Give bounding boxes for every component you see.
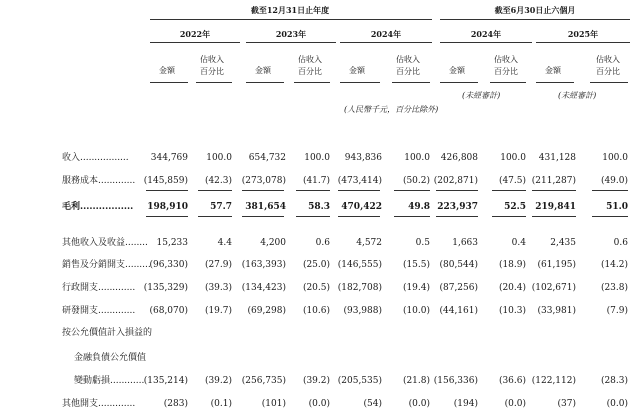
table-cell: (135,329) [143, 283, 188, 293]
table-cell: (0.0) [408, 399, 430, 409]
table-cell: (10.3) [498, 306, 526, 316]
subtotal-rule [492, 190, 526, 191]
table-cell: (54) [363, 399, 382, 409]
table-cell: (0.1) [210, 399, 232, 409]
unit-note: (人民幣千元，百分比除外) [344, 105, 439, 114]
amount-header: 金額 [449, 66, 465, 75]
subtotal-rule [532, 190, 576, 191]
subtotal-rule [198, 190, 232, 191]
table-cell: (20.4) [498, 283, 526, 293]
table-cell: (156,336) [433, 376, 478, 386]
unaudited-note: (未經審計) [558, 91, 597, 100]
table-cell: 426,808 [440, 153, 478, 163]
table-cell: (182,708) [337, 283, 382, 293]
amount-header: 金額 [159, 66, 175, 75]
table-cell: 0.6 [315, 238, 330, 248]
year-rule [536, 42, 630, 43]
subtotal-rule [592, 216, 628, 217]
table-cell: 219,841 [535, 202, 576, 212]
row-label-cost-of-services: 服務成本............. [62, 176, 136, 186]
subtotal-rule [296, 190, 330, 191]
table-cell: (47.5) [498, 176, 526, 186]
pct-header-line2: 百分比 [200, 67, 224, 76]
pct-header-line1: 佔收入 [494, 55, 518, 64]
subheader-rule [246, 82, 284, 83]
pct-header-line2: 百分比 [494, 67, 518, 76]
table-cell: (122,112) [531, 376, 576, 386]
subtotal-rule [338, 190, 380, 191]
table-cell: (145,859) [143, 176, 188, 186]
table-cell: (20.5) [302, 283, 330, 293]
table-cell: (36.6) [498, 376, 526, 386]
table-cell: (19.7) [204, 306, 232, 316]
year-rule [246, 42, 336, 43]
table-cell: (41.7) [302, 176, 330, 186]
table-cell: (135,214) [143, 376, 188, 386]
table-cell: (15.5) [402, 260, 430, 270]
group-title-six-months: 截至6月30日止六個月 [494, 5, 576, 15]
table-cell: 49.8 [408, 202, 430, 212]
table-cell: (473,414) [337, 176, 382, 186]
table-cell: (23.8) [600, 283, 628, 293]
subtotal-rule [146, 190, 188, 191]
subheader-rule [294, 82, 330, 83]
table-cell: 4,572 [356, 238, 382, 248]
subtotal-rule [394, 190, 430, 191]
table-cell: (194) [453, 399, 478, 409]
year-header-2022: 2022年 [179, 29, 211, 39]
table-cell: (96,330) [149, 260, 188, 270]
subheader-rule [590, 82, 628, 83]
table-cell: (102,671) [531, 283, 576, 293]
table-cell: (205,535) [337, 376, 382, 386]
table-cell: (10.6) [302, 306, 330, 316]
table-cell: (44,161) [439, 306, 478, 316]
table-cell: (202,871) [433, 176, 478, 186]
table-cell: (14.2) [600, 260, 628, 270]
table-cell: 2,435 [550, 238, 576, 248]
subheader-rule [392, 82, 430, 83]
subtotal-rule [394, 216, 430, 217]
header-rule-six-months [440, 19, 630, 20]
table-cell: 381,654 [245, 202, 286, 212]
row-label-rd-expenses: 研發開支............. [62, 306, 136, 316]
row-label-admin-expenses: 行政開支............. [62, 283, 136, 293]
row-label-gross-profit: 毛利................. [62, 202, 134, 212]
table-cell: (39.2) [204, 376, 232, 386]
table-cell: (0.0) [606, 399, 628, 409]
table-cell: 470,422 [341, 202, 382, 212]
row-label-other-expenses: 其他開支............. [62, 399, 136, 409]
table-cell: (10.0) [402, 306, 430, 316]
subheader-rule [536, 82, 574, 83]
subtotal-rule [242, 216, 284, 217]
amount-header: 金額 [255, 66, 271, 75]
subtotal-rule [146, 216, 188, 217]
subtotal-rule [436, 216, 478, 217]
table-cell: (273,078) [241, 176, 286, 186]
subtotal-rule [338, 216, 380, 217]
subtotal-rule [242, 190, 284, 191]
table-cell: (49.0) [600, 176, 628, 186]
row-label-fair-value-line3: 變動虧損............ [74, 376, 145, 386]
subheader-rule [196, 82, 232, 83]
row-label-fair-value-line1: 按公允價值計入損益的 [62, 328, 153, 338]
table-cell: (7.9) [606, 306, 628, 316]
table-cell: (50.2) [402, 176, 430, 186]
year-header-2024: 2024年 [370, 29, 402, 39]
table-cell: 1,663 [452, 238, 478, 248]
table-cell: (33,981) [537, 306, 576, 316]
table-cell: 100.0 [404, 153, 430, 163]
table-cell: 100.0 [206, 153, 232, 163]
pct-header-line2: 百分比 [396, 67, 420, 76]
table-cell: (146,555) [337, 260, 382, 270]
table-cell: (42.3) [204, 176, 232, 186]
subheader-rule [490, 82, 526, 83]
pct-header-line1: 佔收入 [298, 55, 322, 64]
table-cell: (28.3) [600, 376, 628, 386]
table-cell: (93,988) [343, 306, 382, 316]
table-cell: 15,233 [156, 238, 188, 248]
table-cell: (18.9) [498, 260, 526, 270]
subtotal-rule [296, 216, 330, 217]
table-cell: (87,256) [439, 283, 478, 293]
table-cell: (68,070) [149, 306, 188, 316]
table-cell: 100.0 [304, 153, 330, 163]
table-cell: (61,195) [537, 260, 576, 270]
table-cell: 0.4 [511, 238, 526, 248]
table-cell: (80,544) [439, 260, 478, 270]
table-cell: 654,732 [248, 153, 286, 163]
subtotal-rule [592, 190, 628, 191]
row-label-fair-value-line2: 金融負債公允價值 [74, 353, 147, 363]
amount-header: 金額 [349, 66, 365, 75]
table-cell: (19.4) [402, 283, 430, 293]
table-cell: (0.0) [308, 399, 330, 409]
pct-header-line2: 百分比 [298, 67, 322, 76]
year-header-2024-h1: 2024年 [470, 29, 502, 39]
table-cell: 431,128 [538, 153, 576, 163]
table-cell: (211,287) [531, 176, 576, 186]
table-cell: 100.0 [602, 153, 628, 163]
amount-header: 金額 [545, 66, 561, 75]
row-label-selling-expenses: 銷售及分銷開支......... [62, 260, 151, 270]
year-rule [440, 42, 532, 43]
row-label-other-income: 其他收入及收益........ [62, 238, 148, 248]
year-rule [150, 42, 240, 43]
pct-header-line1: 佔收入 [596, 55, 620, 64]
table-cell: (283) [163, 399, 188, 409]
table-cell: 198,910 [147, 202, 188, 212]
table-cell: 0.5 [415, 238, 430, 248]
pct-header-line2: 百分比 [596, 67, 620, 76]
table-cell: (27.9) [204, 260, 232, 270]
table-cell: (256,735) [241, 376, 286, 386]
table-cell: 58.3 [308, 202, 330, 212]
year-header-2025-h1: 2025年 [567, 29, 599, 39]
subtotal-rule [436, 190, 478, 191]
table-cell: 344,769 [150, 153, 188, 163]
table-cell: (25.0) [302, 260, 330, 270]
subtotal-rule [532, 216, 576, 217]
table-cell: 57.7 [210, 202, 232, 212]
pct-header-line1: 佔收入 [396, 55, 420, 64]
subtotal-rule [198, 216, 232, 217]
table-cell: (39.2) [302, 376, 330, 386]
header-rule-annual [150, 19, 432, 20]
subheader-rule [440, 82, 478, 83]
table-cell: 943,836 [344, 153, 382, 163]
table-cell: 223,937 [437, 202, 478, 212]
table-cell: 100.0 [500, 153, 526, 163]
table-cell: (0.0) [504, 399, 526, 409]
table-cell: (101) [261, 399, 286, 409]
row-label-revenue: 收入................. [62, 153, 129, 163]
unaudited-note: (未經審計) [462, 91, 501, 100]
table-cell: (163,393) [241, 260, 286, 270]
table-cell: 4,200 [260, 238, 286, 248]
table-cell: 51.0 [606, 202, 628, 212]
subheader-rule [340, 82, 380, 83]
table-cell: 0.6 [613, 238, 628, 248]
table-cell: (21.8) [402, 376, 430, 386]
table-cell: (69,298) [247, 306, 286, 316]
year-header-2023: 2023年 [275, 29, 307, 39]
pct-header-line1: 佔收入 [200, 55, 224, 64]
table-cell: (37) [557, 399, 576, 409]
table-cell: (39.3) [204, 283, 232, 293]
year-rule [340, 42, 432, 43]
table-cell: 52.5 [504, 202, 526, 212]
subheader-rule [150, 82, 188, 83]
table-cell: 4.4 [217, 238, 232, 248]
subtotal-rule [492, 216, 526, 217]
group-title-annual: 截至12月31日止年度 [250, 5, 330, 15]
table-cell: (134,423) [241, 283, 286, 293]
